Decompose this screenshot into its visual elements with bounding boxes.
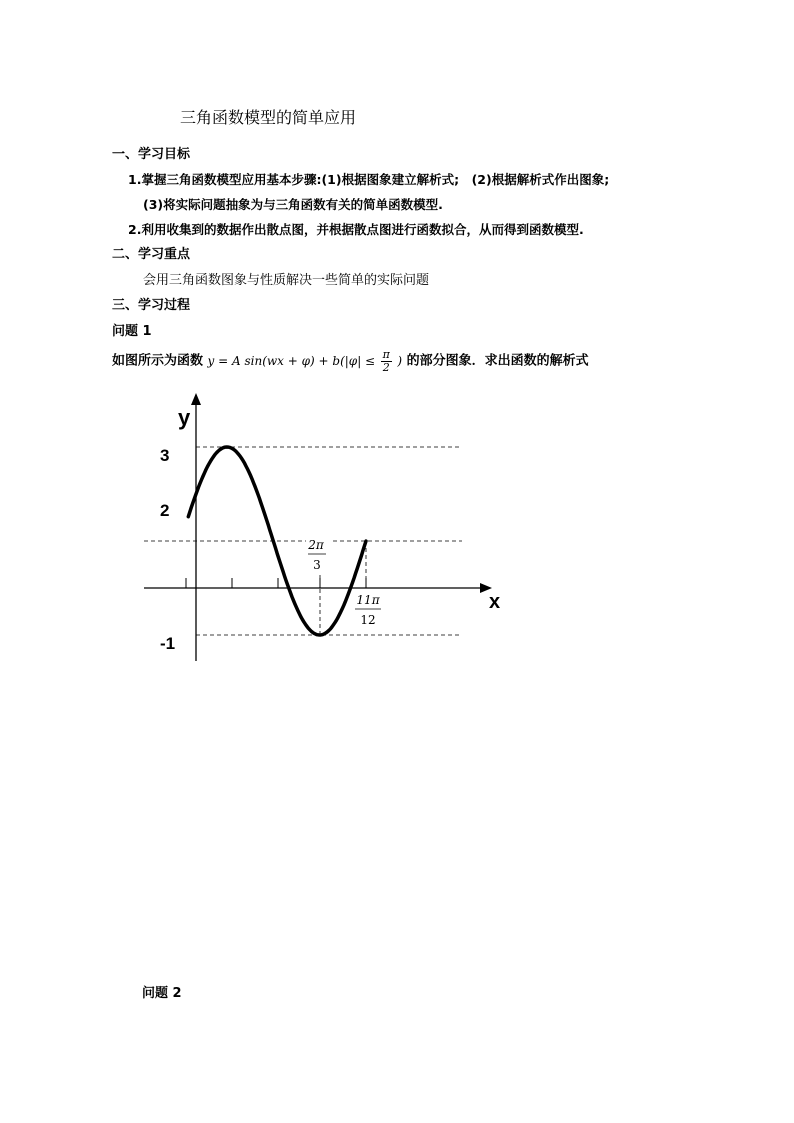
problem1-statement: [112, 346, 589, 377]
page-title: 三角函数模型的简单应用: [180, 108, 357, 127]
section3-heading: 三、学习过程: [112, 298, 191, 313]
x-tick-label-2pi3-num: 2π: [308, 538, 324, 552]
problem1-prefix: 如图所示为函数: [112, 353, 204, 369]
x-axis-label: x: [489, 591, 501, 613]
problem1-formula: y = A sin(wx + φ) + b(|φ| ≤: [207, 354, 376, 368]
formula-close-paren: ): [397, 354, 403, 368]
problem1-suffix: 的部分图象．求出函数的解析式: [406, 353, 589, 369]
problem1-label: 问题 1: [112, 324, 152, 339]
problem2-label: 问题 2: [142, 986, 182, 1001]
x-tick-label-11pi12-den: 12: [360, 613, 376, 627]
objective-1-line2: (3)将实际问题抽象为与三角函数有关的简单函数模型.: [143, 197, 443, 212]
objective-1-line1: 1.掌握三角函数模型应用基本步骤:(1)根据图象建立解析式; (2)根据解析式作出图象;: [128, 172, 610, 187]
fraction-numerator: π: [382, 347, 390, 361]
y-tick-label-3: 3: [160, 446, 170, 465]
fraction-denominator: 2: [382, 360, 390, 374]
objective-2: 2.利用收集到的数据作出散点图，并根据散点图进行函数拟合，从而得到函数模型.: [128, 222, 584, 237]
function-graph: [130, 385, 510, 675]
key-point: 会用三角函数图象与性质解决一些简单的实际问题: [143, 273, 430, 288]
pi-over-2-fraction: [381, 349, 392, 374]
y-axis-label: y: [178, 405, 191, 430]
y-tick-label-2: 2: [160, 501, 170, 520]
x-tick-label-2pi3-den: 3: [313, 558, 321, 572]
x-tick-label-11pi12-num: 11π: [356, 593, 380, 607]
section2-heading: 二、学习重点: [112, 247, 191, 262]
y-tick-label-neg1: -1: [160, 634, 176, 653]
y-axis-arrow: [191, 393, 201, 405]
section1-heading: 一、学习目标: [112, 147, 191, 162]
